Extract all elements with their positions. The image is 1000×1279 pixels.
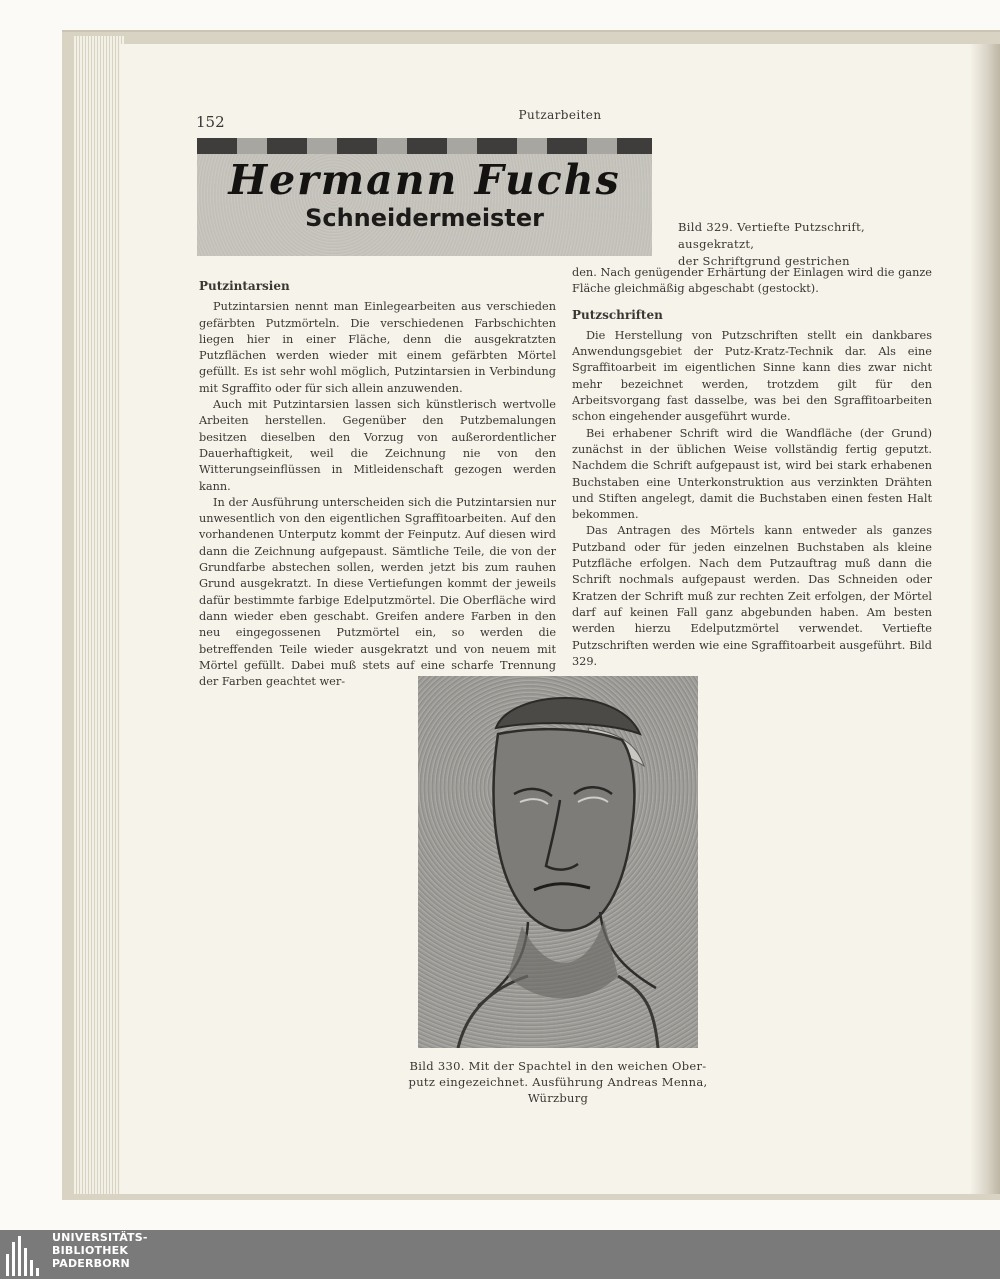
relief-face <box>494 729 635 930</box>
library-logo-text <box>52 1231 192 1270</box>
caption-line: der Schriftgrund gestrichen <box>678 254 850 268</box>
section-heading-putzschriften: Putzschriften <box>572 307 663 322</box>
paragraph-continuation: den. Nach genügender Erhärtung der Einlagen wird die ganze Fläche gleichmäßig abgeschabt (gestockt). <box>572 266 932 296</box>
relief-portrait-illustration <box>418 676 698 1048</box>
logo-line: BIBLIOTHEK <box>52 1244 129 1257</box>
paragraph: Bei erhabener Schrift wird die Wandfläche (der Grund) zunächst in der üblichen Weise vollständig fertig geputzt. Nachdem die Schrift aufgepaust ist, wird bei stark erhabenen Buchstaben eine Unterkonstruktion aus verzinkten Drähten und Stiften angelegt, damit die Buchstaben einen festen Halt bekommen. <box>572 426 932 522</box>
scan-margin <box>0 1200 1000 1230</box>
logo-line: UNIVERSITÄTS- <box>52 1231 148 1244</box>
paragraph: In der Ausführung unterscheiden sich die Putzintarsien nur unwesentlich von den eigentlichen Sgraffitoarbeiten. Auf den vorhandenen Unterputz kommt der Feinputz. Auf diesen wird dann die Zeichnung aufgepaust. Sämtliche Teile, die von der Grundfarbe abstechen sollen, werden jetzt bis zum rauhen Grund ausgekratzt. In diese Vertiefungen kommt der jeweils dafür bestimmte farbige Edelputzmörtel. Die Oberfläche wird dann wieder eben geschabt. Greifen andere Farben in den neu eingegossenen Putzmörtel ein, so werden die betreffenden Teile wieder ausgekratzt und von neuem mit Mörtel gefüllt. Dabei muß stets auf eine scharfe Trennung der Farben geachtet wer- <box>199 495 556 689</box>
sign-name: Hermann Fuchs <box>228 156 621 204</box>
figure-330-photo <box>418 676 698 1048</box>
paragraph: Die Herstellung von Putzschriften stellt ein dankbares Anwendungsgebiet der Putz-Kratz-Technik dar. Als eine Sgraffitoarbeit im eigentlichen Sinne kann dies zwar nicht mehr bezeichnet werden, trotzdem gilt für den Arbeitsvorgang fast dasselbe, was bei den Sgraffitoarbeiten schon eingehender ausgeführt wurde. <box>572 328 932 424</box>
book-gutter <box>970 44 1000 1194</box>
caption-line: Bild 330. Mit der Spachtel in den weichen Ober- <box>409 1059 707 1073</box>
page-edges <box>74 36 124 1194</box>
library-logo-icon <box>4 1234 46 1276</box>
paragraph: Putzintarsien nennt man Einlegearbeiten aus verschieden gefärbten Putzmörteln. Die verschiedenen Farbschichten liegen hier in einer Fläche, denn die ausgekratzten Putzflächen werden wieder mit einem gefärbten Mörtel gefüllt. Es ist sehr wohl möglich, Putzintarsien in Verbindung mit Sgraffito oder für sich allein anzuwenden. <box>199 300 556 395</box>
paragraph: Auch mit Putzintarsien lassen sich künstlerisch wertvolle Arbeiten herstellen. Gegenüber den Putzbemalungen besitzen dieselben den Vorzug von außerordentlicher Dauerhaftigkeit, weil die Zeichnung nie von den Witterungseinflüssen in Mitleidenschaft gezogen werden kann. <box>199 398 556 493</box>
section-heading-putzintarsien: Putzintarsien <box>199 279 290 293</box>
sign-trade: Schneidermeister <box>305 204 544 232</box>
left-column <box>199 278 556 690</box>
caption-line: Würzburg <box>527 1091 589 1105</box>
logo-line: PADERBORN <box>52 1257 130 1270</box>
right-column <box>572 265 932 670</box>
figure-329-caption <box>678 219 938 270</box>
caption-line: Bild 329. Vertiefte Putzschrift, ausgekratzt, <box>678 220 865 251</box>
figure-329-photo <box>197 138 652 256</box>
window-strip <box>197 138 652 154</box>
running-title: Putzarbeiten <box>518 108 602 122</box>
caption-line: putz eingezeichnet. Ausführung Andreas Menna, <box>408 1075 708 1089</box>
figure-330-caption <box>408 1058 708 1106</box>
page-number: 152 <box>196 113 225 131</box>
paragraph: Das Antragen des Mörtels kann entweder als ganzes Putzband oder für jeden einzelnen Buchstaben als kleine Putzfläche erfolgen. Nach dem Putzauftrag muß dann die Schrift nochmals aufgepaust werden. Das Schneiden oder Kratzen der Schrift muß zur rechten Zeit erfolgen, der Mörtel darf auf keinen Fall ganz abgebunden haben. Am besten werden hierzu Edelputzmörtel verwendet. Vertiefte Putzschriften werden wie eine Sgraffitoarbeit ausgeführt. Bild 329. <box>572 524 932 668</box>
